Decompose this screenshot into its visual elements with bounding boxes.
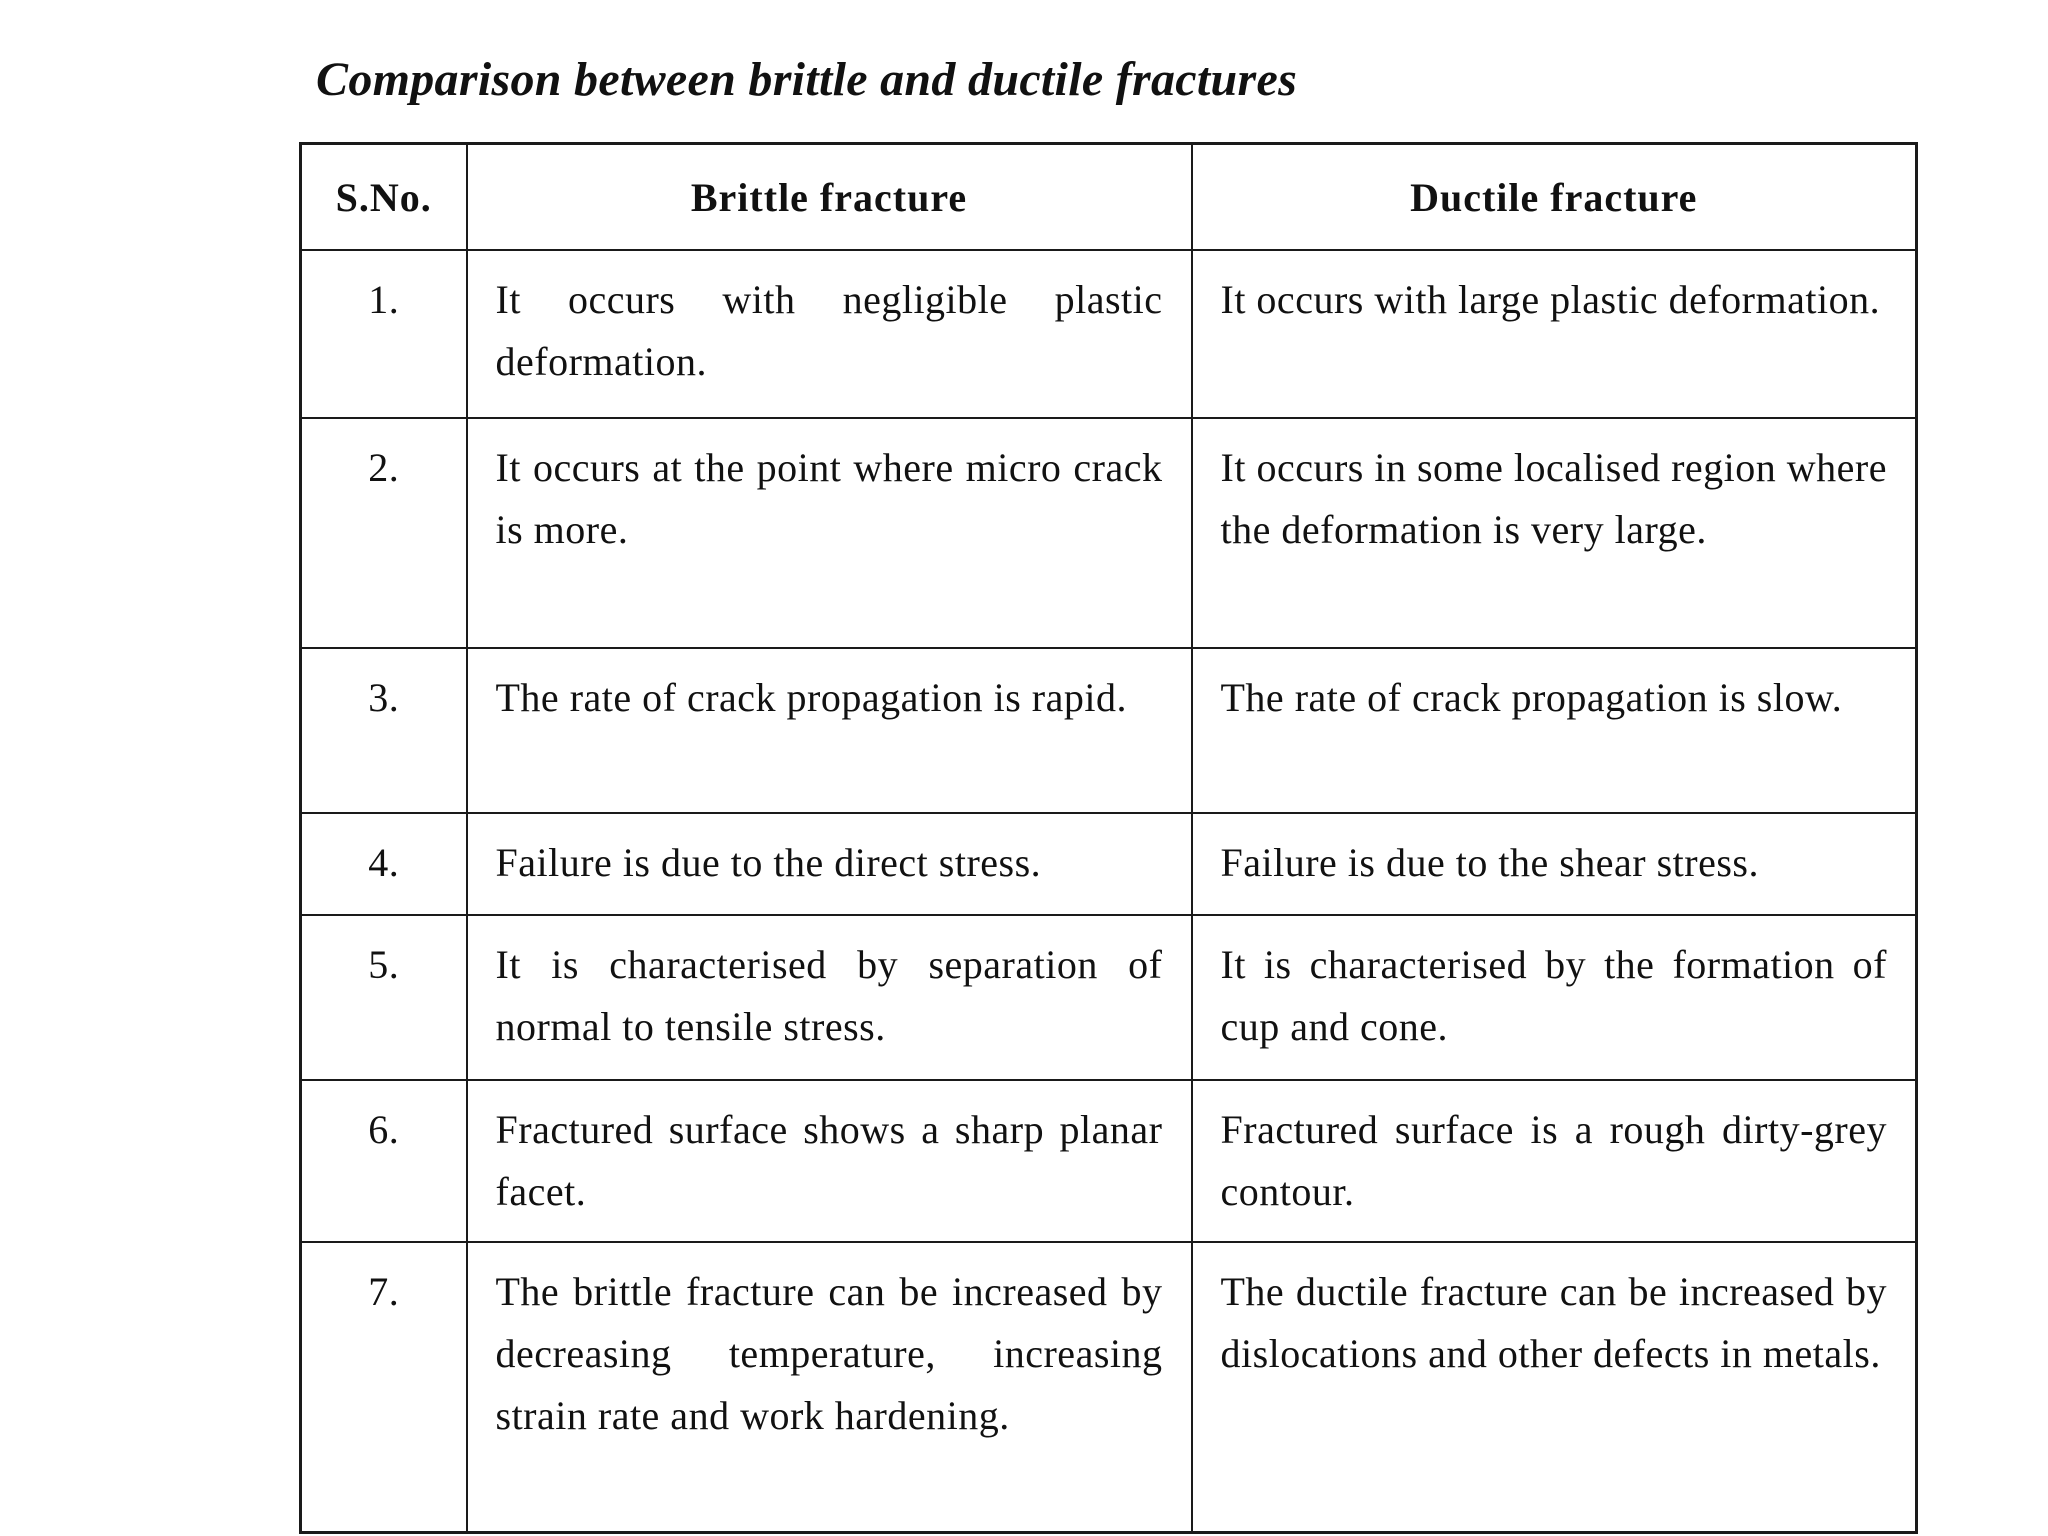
- ductile-cell: Failure is due to the shear stress.: [1192, 813, 1917, 915]
- row-number: 3.: [301, 648, 467, 813]
- row-number: 1.: [301, 250, 467, 418]
- table-row: [301, 250, 1917, 418]
- brittle-cell: Failure is due to the direct stress.: [467, 813, 1192, 915]
- table-row: [301, 648, 1917, 813]
- ductile-cell: It occurs in some localised region where the deformation is very large.: [1192, 418, 1917, 648]
- brittle-cell: Fractured surface shows a sharp planar facet.: [467, 1080, 1192, 1242]
- comparison-table: [299, 142, 1918, 1534]
- ductile-cell: The rate of crack propagation is slow.: [1192, 648, 1917, 813]
- brittle-cell: It occurs at the point where micro crack is more.: [467, 418, 1192, 648]
- table-row: [301, 418, 1917, 648]
- row-number: 4.: [301, 813, 467, 915]
- row-number: 5.: [301, 915, 467, 1080]
- ductile-cell: The ductile fracture can be increased by dislocations and other defects in metals.: [1192, 1242, 1917, 1532]
- brittle-cell: The rate of crack propagation is rapid.: [467, 648, 1192, 813]
- header-brittle-fracture: Brittle fracture: [467, 144, 1192, 251]
- table-row: [301, 1080, 1917, 1242]
- table-header-row: [301, 144, 1917, 251]
- row-number: 6.: [301, 1080, 467, 1242]
- page-title: Comparison between brittle and ductile fractures: [316, 53, 1298, 106]
- table-row: [301, 915, 1917, 1080]
- brittle-cell: It occurs with negligible plastic deformation.: [467, 250, 1192, 418]
- table-row: [301, 1242, 1917, 1532]
- header-sno: S.No.: [301, 144, 467, 251]
- ductile-cell: It occurs with large plastic deformation.: [1192, 250, 1917, 418]
- header-ductile-fracture: Ductile fracture: [1192, 144, 1917, 251]
- brittle-cell: The brittle fracture can be increased by decreasing temperature, increasing strain rate and work hardening.: [467, 1242, 1192, 1532]
- ductile-cell: Fractured surface is a rough dirty-grey contour.: [1192, 1080, 1917, 1242]
- row-number: 2.: [301, 418, 467, 648]
- ductile-cell: It is characterised by the formation of cup and cone.: [1192, 915, 1917, 1080]
- brittle-cell: It is characterised by separation of normal to tensile stress.: [467, 915, 1192, 1080]
- row-number: 7.: [301, 1242, 467, 1532]
- table-row: [301, 813, 1917, 915]
